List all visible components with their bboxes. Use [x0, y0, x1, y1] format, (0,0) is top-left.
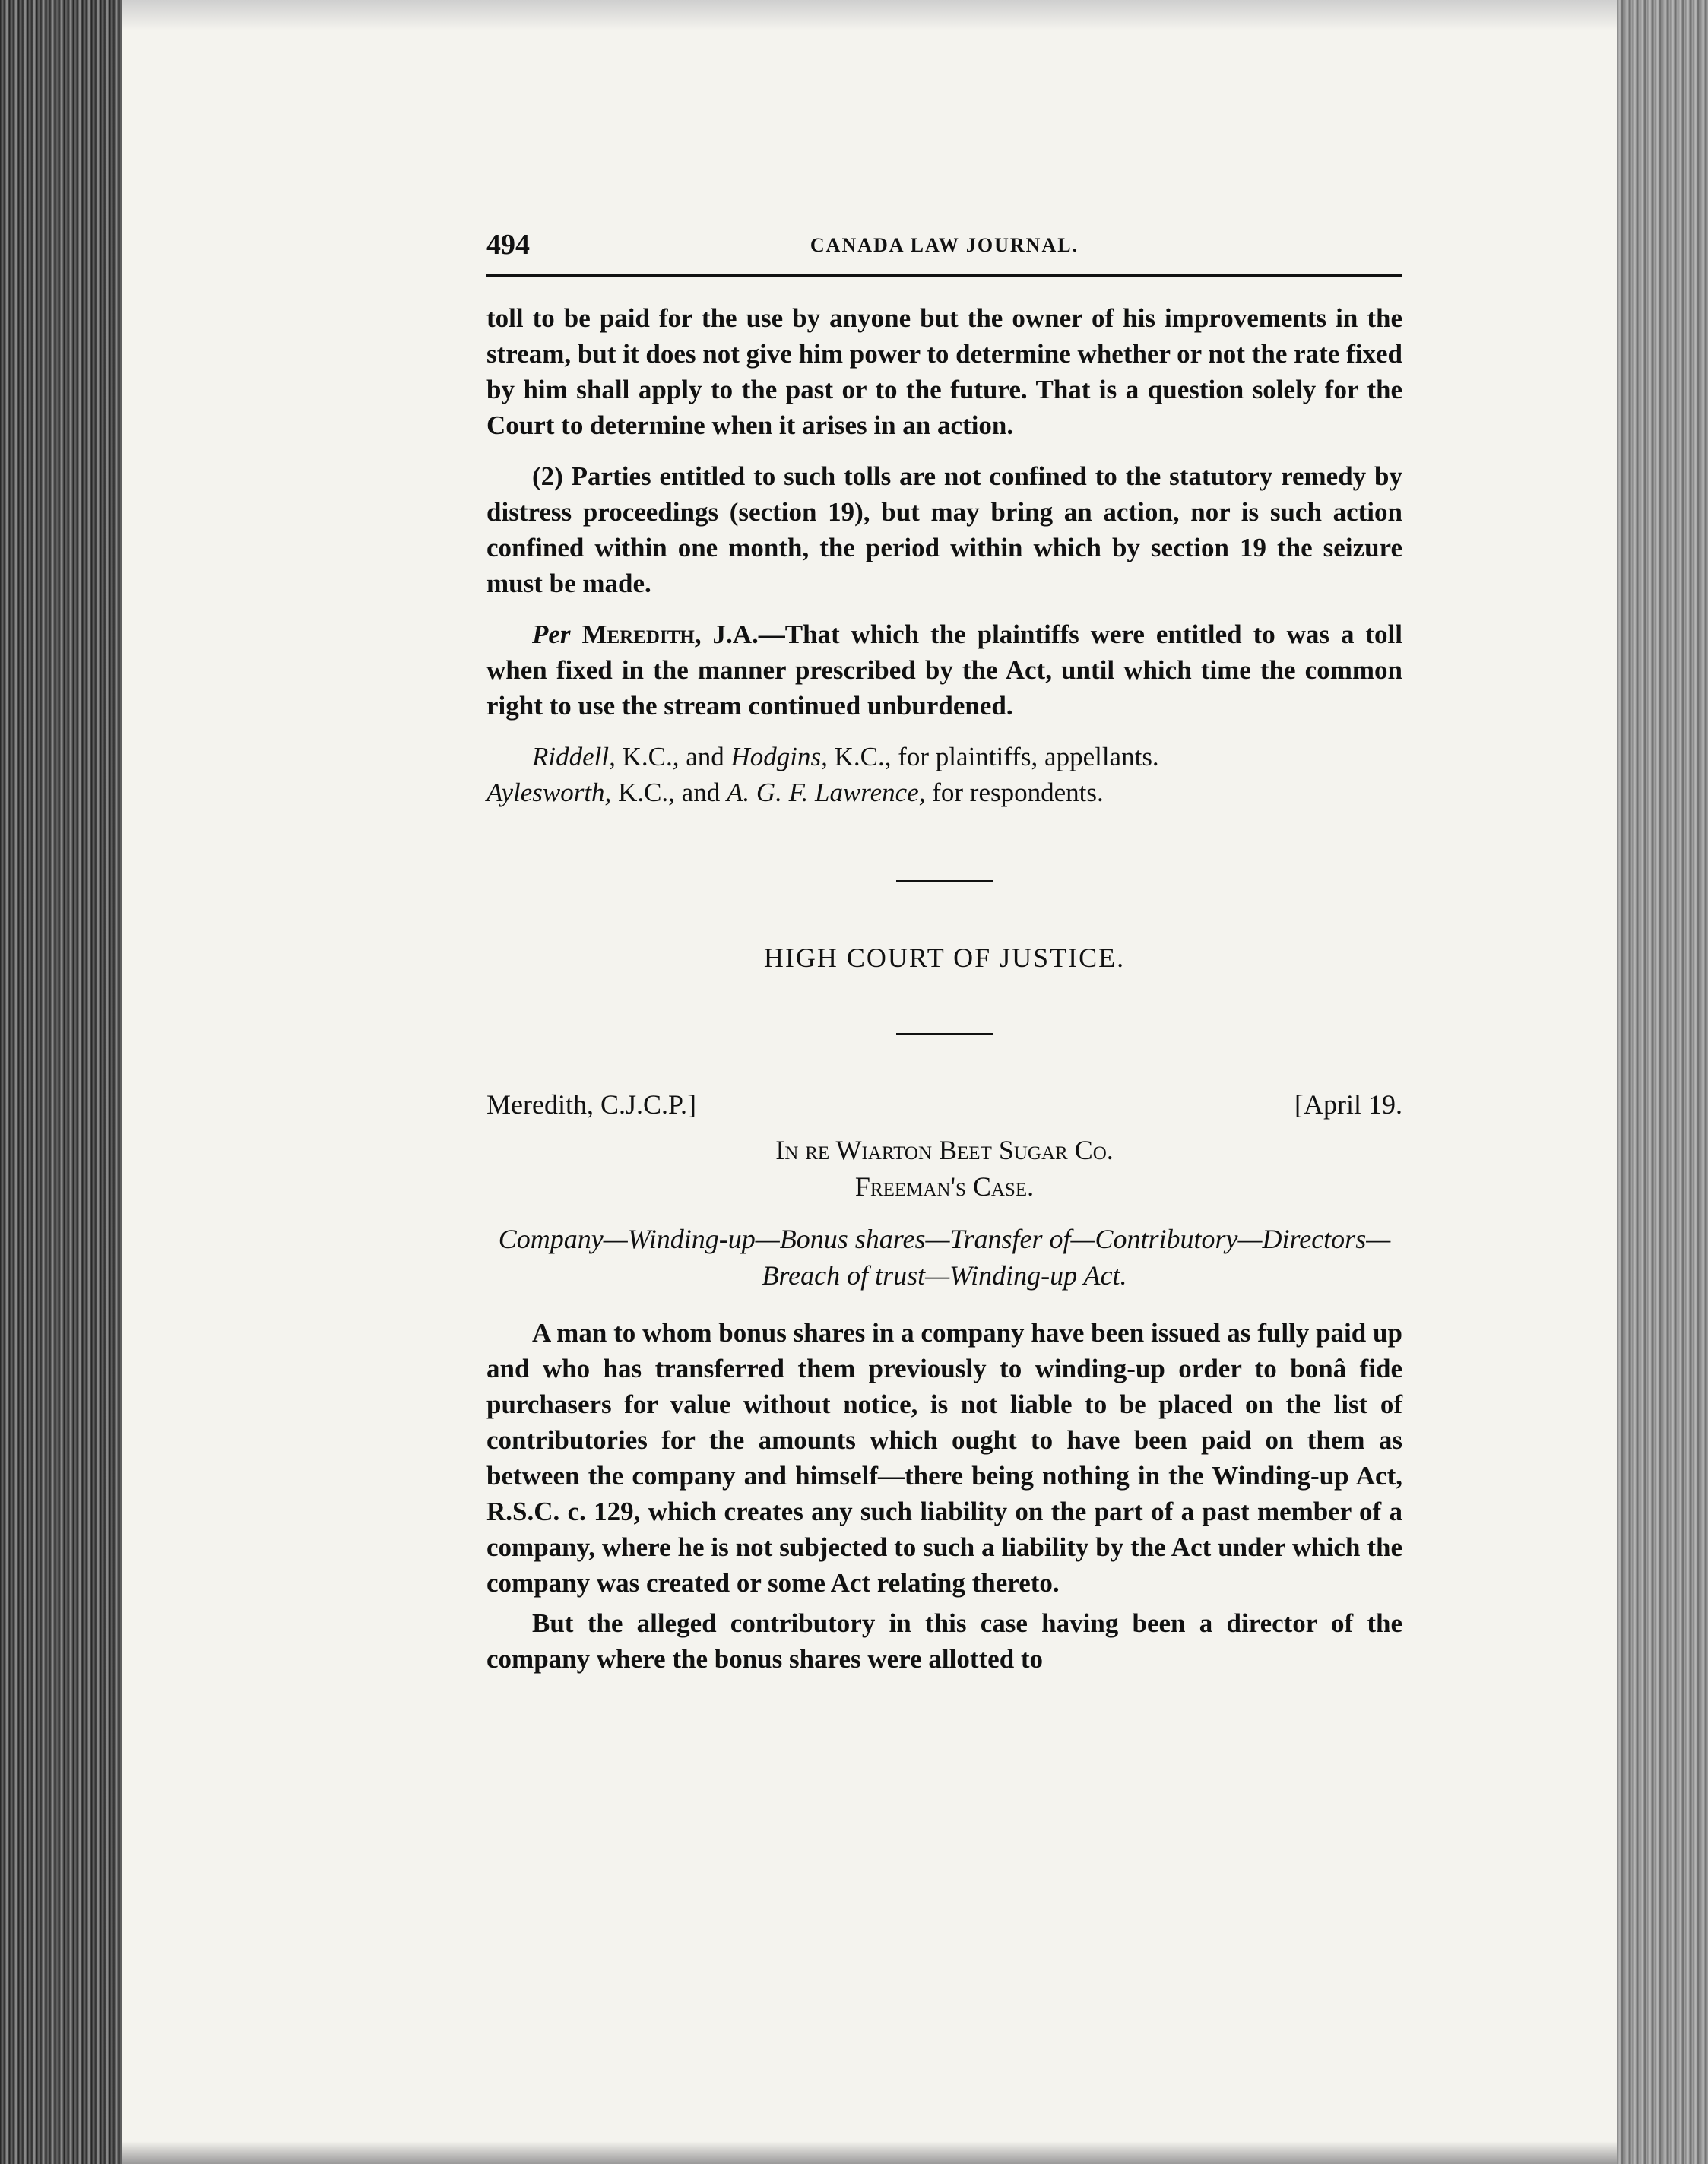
- book-spine-shadow: [0, 0, 122, 2164]
- counsel-respondents: [486, 775, 1402, 810]
- judge-date-line: [486, 1088, 1402, 1126]
- page-right-edge: [1617, 0, 1708, 2164]
- per-meredith-text: , J.A.—That which the plaintiffs were entitled to was a toll when fixed in the manner prescribed by the Act, until which time the common right to use the stream continued unburdened.: [486, 619, 1402, 721]
- case-title: In re Wiarton Beet Sugar Co.: [775, 1135, 1114, 1165]
- counsel-text: K.C., and: [611, 778, 727, 807]
- counsel-name: Hodgins,: [730, 742, 828, 771]
- presiding-judge: Meredith, C.J.C.P.]: [486, 1089, 697, 1120]
- decision-date: [April 19.: [1294, 1089, 1402, 1120]
- per-label: Per: [532, 619, 571, 649]
- counsel-appellants: [486, 739, 1402, 775]
- counsel-name: Aylesworth,: [486, 778, 612, 807]
- counsel-text: K.C., for plaintiffs, appellants.: [827, 742, 1159, 771]
- page-top-edge: [122, 0, 1617, 30]
- paragraph-parties: (2) Parties entitled to such tolls are not confined to the statutory remedy by distress proceedings (section 19), but may bring an action, nor is such action confined within one month, the period within which by section 19 the seizure must be made.: [486, 461, 1402, 598]
- judge-name: Meredith: [581, 619, 695, 649]
- counsel-name: Riddell,: [532, 742, 616, 771]
- counsel-text: for respondents.: [925, 778, 1104, 807]
- holding-paragraph-1: A man to whom bonus shares in a company have been issued as fully paid up and who has transferred them previously to winding-up order to bonâ fide purchasers for value without notice, is not liable to be placed on the list of contributories for the amounts which ought to have been paid on them as between the company and himself—there being nothing in the Winding-up Act, R.S.C. c. 129, which creates any such liability on the part of a past member of a company, where he is not subjected to such a liability by the Act under which the company was created or some Act relating thereto.: [486, 1318, 1402, 1598]
- page-number: 494: [486, 229, 530, 261]
- case-subtitle: Freeman's Case.: [854, 1171, 1035, 1202]
- counsel-name: A. G. F. Lawrence,: [726, 778, 926, 807]
- paragraph-per-meredith: [486, 616, 1402, 724]
- court-heading: HIGH COURT OF JUSTICE.: [763, 943, 1126, 973]
- counsel-text: K.C., and: [615, 742, 731, 771]
- page-content: [486, 228, 1402, 1677]
- holding-paragraph-2: But the alleged contributory in this case having been a director of the company where the bonus shares were allotted to: [486, 1608, 1402, 1674]
- catchwords: Company—Winding-up—Bonus shares—Transfer of—Contributory—Directors—Breach of trust—Winding-up Act.: [498, 1224, 1391, 1291]
- page-bottom-edge: [122, 2141, 1617, 2164]
- running-head: CANADA LAW JOURNAL.: [810, 234, 1079, 256]
- counsel-block: [486, 739, 1402, 810]
- paragraph-toll: toll to be paid for the use by anyone but the owner of his improvements in the stream, but it does not give him power to determine whether or not the rate fixed by him shall apply to the past or to the future. That is a question solely for the Court to determine when it arises in an action.: [486, 303, 1402, 440]
- page-header: [486, 228, 1402, 277]
